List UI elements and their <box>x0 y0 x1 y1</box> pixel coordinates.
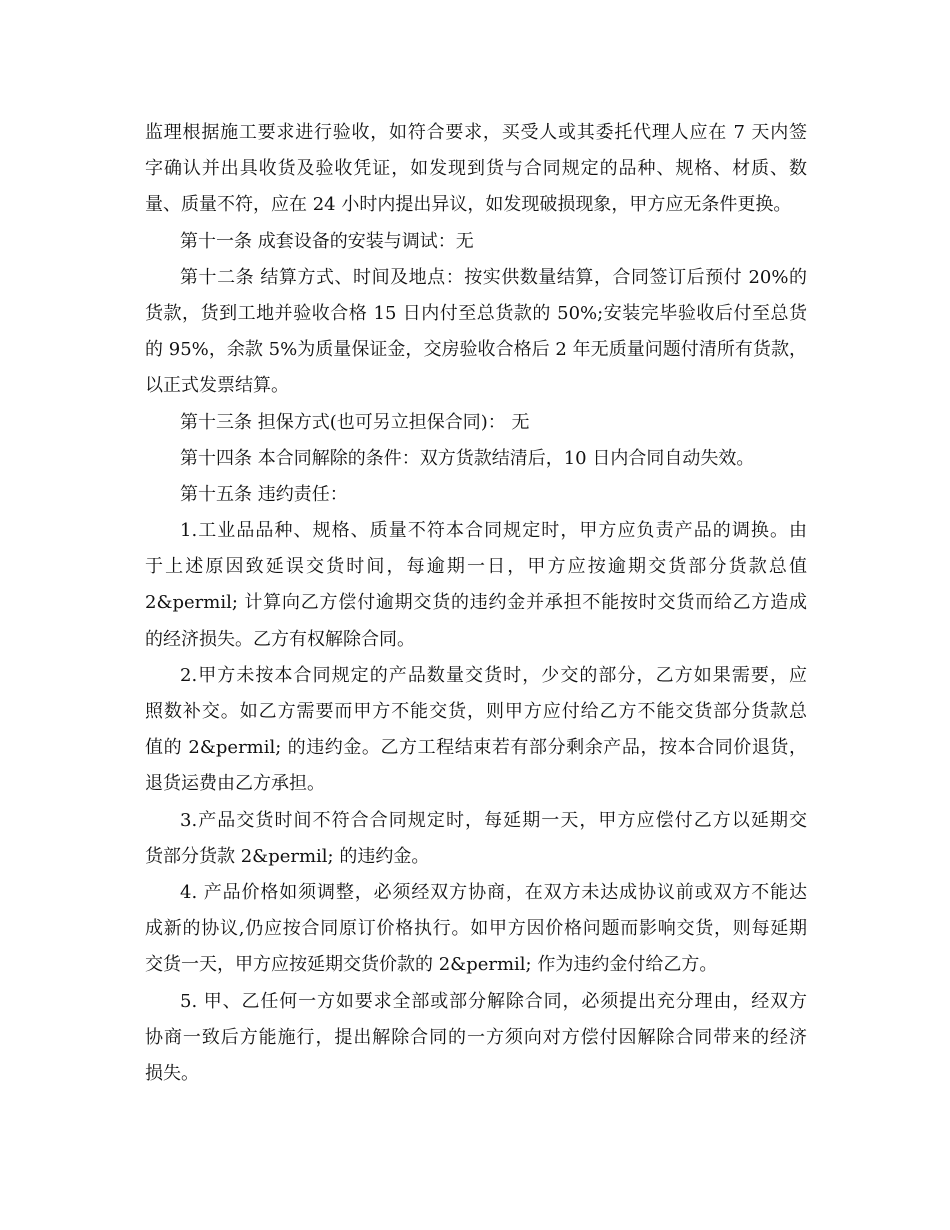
text-line: 第十二条 结算方式、时间及地点：按实供数量结算，合同签订后预付 20%的 <box>180 266 807 288</box>
text-line: 监理根据施工要求进行验收，如符合要求，买受人或其委托代理人应在 7 天内签 <box>145 122 807 143</box>
paragraph-liability-item-2 <box>145 658 807 803</box>
text-line: 货部分货款 2&permil; 的违约金。 <box>145 845 430 867</box>
text-line: 第十一条 成套设备的安装与调试：无 <box>180 230 474 252</box>
paragraph-clause-13 <box>145 405 807 441</box>
text-line: 交货一天，甲方应按延期交货价款的 2&permil; 作为违约金付给乙方。 <box>145 954 718 976</box>
text-line: 损失。 <box>145 1062 199 1084</box>
text-line: 2.甲方未按本合同规定的产品数量交货时，少交的部分，乙方如果需要，应 <box>180 664 807 686</box>
text-line: 的 95%，余款 5%为质量保证金，交房验收合格后 2 年无质量问题付清所有货款， <box>145 339 807 361</box>
text-line: 量、质量不符，应在 24 小时内提出异议，如发现破损现象，甲方应无条件更换。 <box>145 194 792 216</box>
text-line: 货款，货到工地并验收合格 15 日内付至总货款的 50%;安装完毕验收后付至总货 <box>145 302 807 324</box>
paragraph-liability-item-3 <box>145 803 807 875</box>
text-line: 第十五条 违约责任： <box>180 483 348 505</box>
text-line: 2&permil; 计算向乙方偿付逾期交货的违约金并承担不能按时交货而给乙方造成 <box>145 592 807 614</box>
text-line: 5. 甲、乙任何一方如要求全部或部分解除合同，必须提出充分理由，经双方 <box>180 990 807 1012</box>
text-line: 成新的协议,仍应按合同原订价格执行。如甲方因价格问题而影响交货，则每延期 <box>145 918 807 940</box>
text-line: 4. 产品价格如须调整，必须经双方协商，在双方未达成协议前或双方不能达 <box>180 881 807 903</box>
paragraph-liability-item-4 <box>145 875 807 984</box>
text-line: 的经济损失。乙方有权解除合同。 <box>145 628 415 650</box>
text-line: 以正式发票结算。 <box>145 375 289 397</box>
text-line: 退货运费由乙方承担。 <box>145 773 325 795</box>
paragraph-clause-11 <box>145 224 807 260</box>
text-line: 字确认并出具收货及验收凭证，如发现到货与合同规定的品种、规格、材质、数 <box>145 158 807 180</box>
document-page <box>145 115 807 1092</box>
text-line: 第十四条 本合同解除的条件：双方货款结清后，10 日内合同自动失效。 <box>180 447 755 469</box>
text-line: 照数补交。如乙方需要而甲方不能交货，则甲方应付给乙方不能交货部分货款总 <box>145 701 807 722</box>
paragraph-clause-15 <box>145 477 807 513</box>
text-line: 于上述原因致延误交货时间，每逾期一日，甲方应按逾期交货部分货款总值 <box>145 556 807 578</box>
paragraph-clause-12 <box>145 260 807 405</box>
text-line: 1.工业品品种、规格、质量不符本合同规定时，甲方应负责产品的调换。由 <box>180 520 807 542</box>
text-line: 3.产品交货时间不符合合同规定时，每延期一天，甲方应偿付乙方以延期交 <box>180 809 807 831</box>
text-line: 第十三条 担保方式(也可另立担保合同)： 无 <box>180 411 530 433</box>
paragraph-liability-item-1 <box>145 513 807 658</box>
paragraph-clause-14 <box>145 441 807 477</box>
paragraph-acceptance-continuation <box>145 115 807 224</box>
text-line: 值的 2&permil; 的违约金。乙方工程结束若有部分剩余产品，按本合同价退货， <box>145 737 807 759</box>
text-line: 协商一致后方能施行，提出解除合同的一方须向对方偿付因解除合同带来的经济 <box>145 1026 807 1048</box>
paragraph-liability-item-5 <box>145 984 807 1093</box>
